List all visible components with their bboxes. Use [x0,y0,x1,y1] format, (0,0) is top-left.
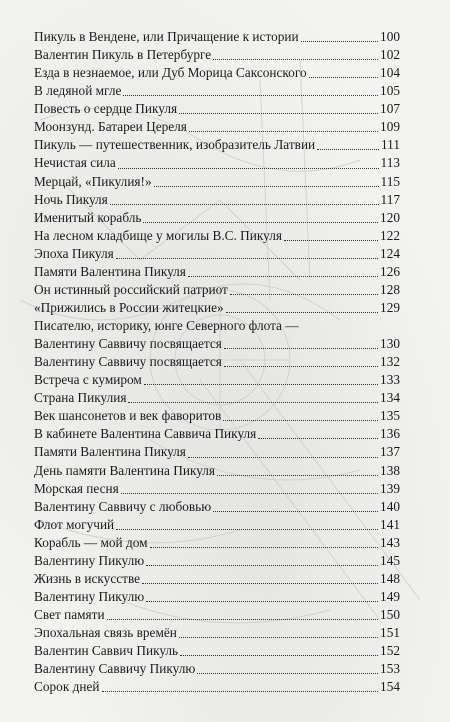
toc-entry [34,624,400,642]
dot-leader [102,691,379,692]
toc-entry-title: Валентину Саввичу с любовью [34,498,212,514]
toc-entry [34,136,400,154]
toc-entry-title: Валентину Пикулю [34,588,145,604]
toc-entry-title: Валентину Саввичу Пикулю [34,661,196,677]
dot-leader [116,529,378,530]
toc-page-number: 102 [380,47,400,63]
dot-leader [189,131,378,132]
toc-entry-title: Писателю, историку, юнге Северного флота — [34,318,299,333]
toc-page-number: 153 [380,661,400,677]
dot-leader [150,547,378,548]
toc-page-number: 124 [380,245,400,261]
toc-entry-title: Корабль — мой дом [34,534,148,550]
toc-entry-title: Эпоха Пикуля [34,245,114,261]
dot-leader [179,113,378,114]
toc-page-number: 111 [381,137,400,153]
toc-page-number: 134 [380,390,400,406]
toc-entry [34,678,400,696]
toc-entry [34,425,400,443]
toc-entry-title: Свет памяти [34,607,105,622]
table-of-contents [34,28,400,696]
toc-entry-title: Жизнь в искусстве [34,570,141,586]
toc-entry [34,263,400,281]
toc-page-number: 154 [380,679,400,695]
toc-entry-title: Ночь Пикуля [34,191,108,207]
toc-entry [34,281,400,299]
dot-leader [188,276,378,277]
toc-page-number: 150 [380,607,400,622]
toc-page-number: 126 [380,263,400,279]
toc-entry [34,64,400,82]
toc-page-number: 113 [380,155,400,171]
toc-entry [34,371,400,389]
dot-leader [107,619,378,620]
toc-entry-title: Он истинный российский патриот [34,281,228,297]
dot-leader [116,258,378,259]
toc-entry-title: Мерцай, «Пикулия!» [34,173,152,189]
toc-entry [34,462,400,480]
toc-entry [34,389,400,407]
dot-leader [197,673,378,674]
dot-leader [188,457,378,458]
toc-entry [34,570,400,588]
toc-entry-title: Памяти Валентина Пикуля [34,444,186,460]
toc-entry [34,118,400,136]
dot-leader [213,59,378,60]
toc-entry [34,28,400,46]
dot-leader [121,493,378,494]
dot-leader [230,294,378,295]
toc-entry-title: Валентин Пикуль в Петербурге [34,47,212,63]
dot-leader [179,637,378,638]
dot-leader [224,366,378,367]
toc-page-number: 135 [380,408,400,424]
toc-entry-title: В ледяной мгле [34,83,122,99]
toc-entry-title: Памяти Валентина Пикуля [34,263,186,279]
toc-entry [34,443,400,461]
toc-entry-title: Валентин Саввич Пикуль [34,643,179,659]
dot-leader [309,77,378,78]
toc-entry-title: Флот могучий [34,516,115,532]
dot-leader [143,222,378,223]
toc-page-number: 149 [380,588,400,604]
toc-page-number: 138 [380,462,400,478]
toc-entry-title: На лесном кладбище у могилы В.С. Пикуля [34,227,282,243]
toc-entry-title: Нечистая сила [34,155,116,171]
toc-entry-title: День памяти Валентина Пикуля [34,462,216,478]
toc-page-number: 109 [380,119,400,135]
toc-entry [34,299,400,317]
toc-entry-title: Пикуль в Вендене, или Причащение к истории [34,29,299,44]
toc-page-number: 104 [380,65,400,81]
toc-page-number: 139 [380,480,400,496]
toc-entry-title: «Прижились в России житецкие» [34,299,224,315]
toc-page-number: 152 [380,643,400,659]
toc-page-number: 145 [380,552,400,568]
toc-entry-title: Езда в незнаемое, или Дуб Морица Саксонского [34,65,307,81]
toc-page-number: 130 [380,336,400,352]
toc-entry [34,245,400,263]
toc-page-number: 136 [380,426,400,442]
toc-entry-title: Век шансонетов и век фаворитов [34,408,222,424]
toc-entry-title: Моонзунд. Батареи Цереля [34,119,187,135]
toc-page-number: 122 [380,227,400,243]
dot-leader [128,402,378,403]
toc-entry [34,353,400,371]
toc-page-number: 148 [380,570,400,586]
toc-entry-title: Валентину Саввичу посвящается [34,354,222,370]
toc-page-number: 120 [380,209,400,225]
toc-entry [34,191,400,209]
dot-leader [317,149,379,150]
toc-entry-title: Валентину Пикулю [34,552,145,568]
toc-entry [34,209,400,227]
toc-entry-title-line2: Валентину Саввичу посвящается [34,336,222,352]
toc-entry [34,154,400,172]
toc-entry [34,516,400,534]
dot-leader [154,186,379,187]
toc-page-number: 143 [380,534,400,550]
dot-leader [144,384,378,385]
toc-page-number: 115 [380,173,400,189]
dot-leader [213,511,378,512]
toc-entry [34,534,400,552]
dot-leader [301,41,378,42]
dot-leader [223,420,378,421]
dot-leader [217,475,378,476]
toc-entry [34,173,400,191]
toc-entry [34,660,400,678]
toc-entry-title: В кабинете Валентина Саввича Пикуля [34,426,257,442]
toc-page-number: 137 [380,444,400,460]
toc-page-number: 133 [380,372,400,388]
dot-leader [284,240,378,241]
toc-entry [34,317,400,335]
toc-page-number: 117 [380,191,400,207]
toc-entry-title: Морская песня [34,480,119,496]
toc-page-number: 105 [380,83,400,99]
toc-entry [34,498,400,516]
toc-entry [34,46,400,64]
toc-page-number: 129 [380,299,400,315]
toc-entry-continuation [34,335,400,353]
toc-page-number: 141 [380,516,400,532]
dot-leader [142,583,378,584]
toc-page-number: 100 [380,29,400,44]
toc-entry [34,552,400,570]
toc-entry [34,227,400,245]
dot-leader [146,601,378,602]
toc-page-number: 128 [380,281,400,297]
toc-entry-title: Именитый корабль [34,209,142,225]
toc-entry [34,642,400,660]
dot-leader [123,95,378,96]
dot-leader [110,204,379,205]
toc-entry-title: Повесть о сердце Пикуля [34,101,178,117]
dot-leader [258,438,378,439]
toc-entry-title: Эпохальная связь времён [34,625,177,641]
dot-leader [118,168,379,169]
toc-entry [34,407,400,425]
toc-page-number: 140 [380,498,400,514]
toc-page-number: 132 [380,354,400,370]
dot-leader [146,565,378,566]
toc-entry [34,606,400,624]
toc-entry-title: Сорок дней [34,679,100,695]
toc-page-number: 107 [380,101,400,117]
toc-entry-title: Встреча с кумиром [34,372,142,388]
toc-entry [34,82,400,100]
toc-entry [34,480,400,498]
toc-page-number: 151 [380,625,400,641]
toc-entry [34,588,400,606]
dot-leader [224,348,378,349]
dot-leader [226,312,378,313]
toc-entry-title: Страна Пикулия [34,390,127,406]
dot-leader [180,655,378,656]
toc-entry [34,100,400,118]
toc-entry-title: Пикуль — путешественник, изобразитель Латвии [34,137,316,153]
